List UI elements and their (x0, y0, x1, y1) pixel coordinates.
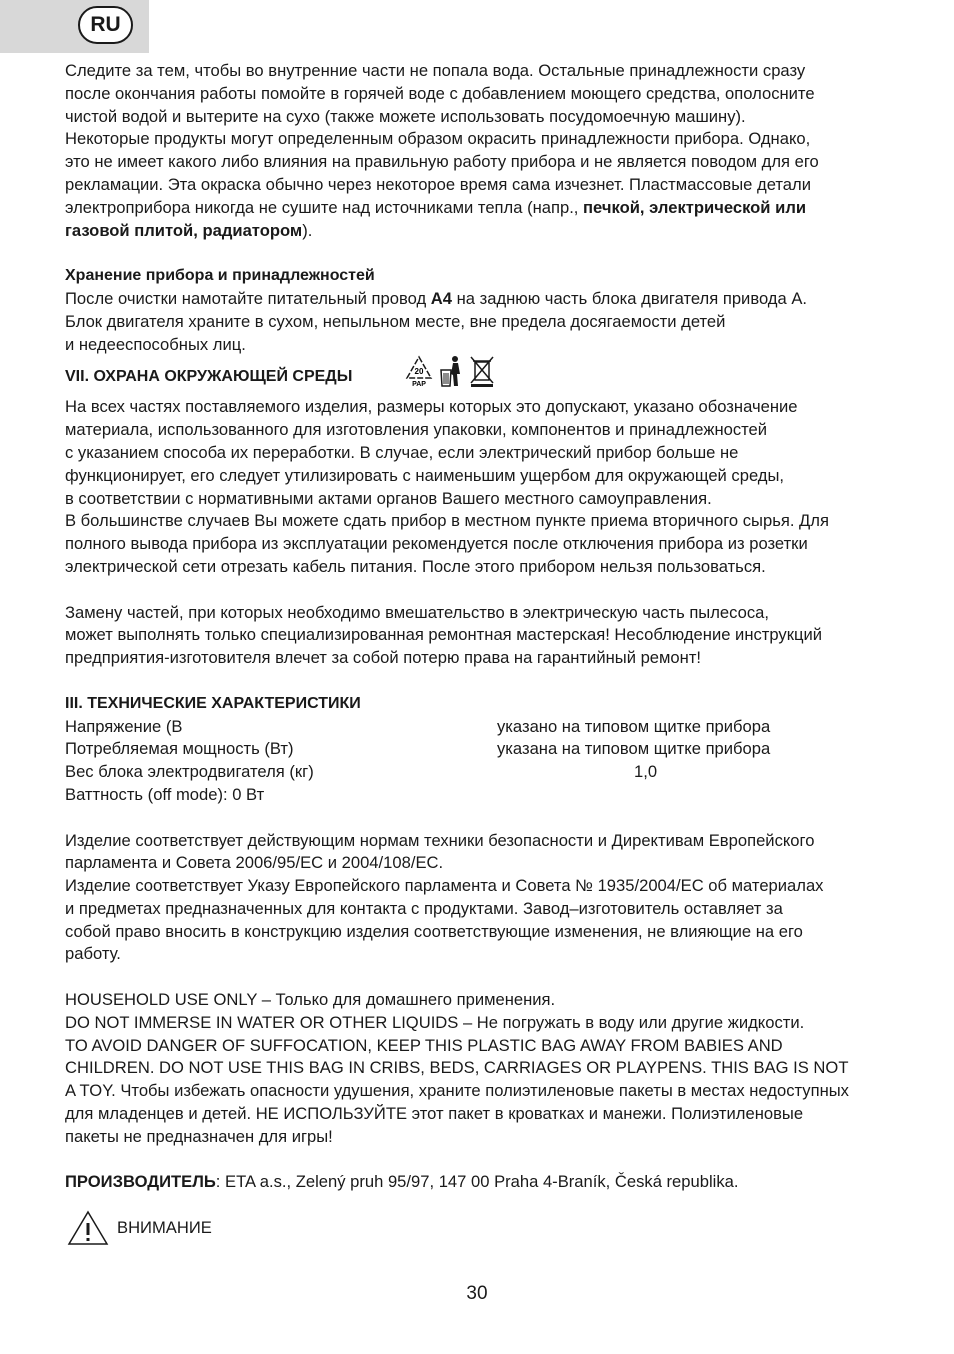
manufacturer-address: : ETA a.s., Zelený pruh 95/97, 147 00 Praha 4-Braník, Česká republika. (215, 1172, 739, 1192)
text-line: DO NOT IMMERSE IN WATER OR OTHER LIQUIDS – Не погружать в воду или другие жидкости. (65, 1012, 805, 1032)
text-line: TO AVOID DANGER OF SUFFOCATION, KEEP THIS PLASTIC BAG AWAY FROM BABIES AND (65, 1035, 783, 1055)
warnings-paragraph (65, 989, 915, 1149)
document-body (65, 60, 915, 1194)
language-tab (0, 0, 149, 53)
text-line: работу. (65, 944, 121, 964)
environment-icons (405, 354, 495, 388)
specs-heading: III. ТЕХНИЧЕСКИЕ ХАРАКТЕРИСТИКИ (65, 694, 361, 712)
text-line: Некоторые продукты могут определенным образом окрасить принадлежности прибора. Однако, (65, 129, 811, 149)
manufacturer-line (65, 1171, 915, 1194)
spec-value: 1,0 (634, 762, 658, 782)
text-line: чистой водой и вытерите на сухо (также можете использовать посудомоечную машину). (65, 106, 746, 126)
tidy-man-icon (439, 354, 463, 388)
recycle-code: 20 (414, 367, 424, 377)
spec-label: Ваттность (off mode): 0 Вт (65, 784, 265, 804)
spec-label: Потребляемая мощность (Вт) (65, 739, 294, 759)
text-line (65, 220, 915, 243)
environment-heading: VII. ОХРАНА ОКРУЖАЮЩЕЙ СРЕДЫ (65, 368, 353, 386)
text-line: рекламации. Эта окраска обычно через некоторое время сама изчезнет. Пластмассовые детали (65, 174, 811, 194)
text-line (65, 288, 915, 311)
text-line: и предметах предназначенных для контакта с продуктами. Завод–изготовитель оставляет за (65, 898, 783, 918)
text-line: материала, использованного для изготовления упаковки, компонентов и принадлежностей (65, 420, 768, 440)
spec-row (65, 784, 915, 807)
text-line: и недееспособных лиц. (65, 334, 246, 354)
text-line (65, 197, 915, 220)
text-line: это не имеет какого либо влияния на правильную работу прибора и не является поводом для его (65, 152, 819, 172)
text-run: электроприбора никогда не сушите над источниками тепла (напр., (65, 197, 584, 217)
text-line: В большинстве случаев Вы можете сдать прибор в местном пункте приема вторичного сырья. Для (65, 511, 829, 531)
spec-row (65, 761, 915, 784)
text-line: Блок двигателя храните в сухом, непыльном месте, вне предела досягаемости детей (65, 311, 726, 331)
text-run: После очистки намотайте питательный провод (65, 288, 431, 308)
environment-heading-row (65, 356, 915, 396)
care-paragraph (65, 60, 915, 242)
bold-text: печкой, электрической или (583, 197, 807, 217)
spec-value: указано на типовом щитке прибора (497, 716, 771, 736)
text-line: На всех частях поставляемого изделия, размеры которых это допускают, указано обозначение (65, 397, 798, 417)
text-line: CHILDREN. DO NOT USE THIS BAG IN CRIBS, BEDS, CARRIAGES OR PLAYPENS. THIS BAG IS NOT (65, 1058, 849, 1078)
spec-value: указана на типовом щитке прибора (497, 739, 771, 759)
text-line: Изделие соответствует действующим нормам техники безопасности и Директивам Европейского (65, 830, 815, 850)
attention-notice (67, 1208, 212, 1248)
compliance-paragraph (65, 830, 915, 967)
text-run: на заднюю часть блока двигателя привода A. (452, 288, 808, 308)
crossed-bin-icon (469, 354, 495, 388)
text-line: предприятия-изготовителя влечет за собой потерю права на гарантийный ремонт! (65, 648, 702, 668)
text-line: полного вывода прибора из эксплуатации рекомендуется после отключения прибора из розетки (65, 534, 808, 554)
recycle-label: PAP (412, 381, 426, 389)
spec-row (65, 738, 915, 761)
bold-text: газовой плитой, радиатором (65, 220, 303, 240)
text-line: Следите за тем, чтобы во внутренние части не попала вода. Остальные принадлежности сразу (65, 61, 806, 80)
part-reference: A4 (430, 288, 452, 308)
text-line: Замену частей, при которых необходимо вмешательство в электрическую часть пылесоса, (65, 602, 769, 622)
repair-paragraph (65, 602, 915, 670)
language-badge: RU (78, 6, 133, 44)
text-line: HOUSEHOLD USE ONLY – Только для домашнего применения. (65, 990, 556, 1010)
manufacturer-label: ПРОИЗВОДИТЕЛЬ (65, 1172, 216, 1192)
spec-row (65, 716, 915, 739)
text-line: A TOY. Чтобы избежать опасности удушения, храните полиэтиленовые пакеты в местах недоступных (65, 1081, 849, 1101)
storage-section (65, 265, 915, 356)
text-line: для младенцев и детей. НЕ ИСПОЛЬЗУЙТЕ этот пакет в кроватках и манежи. Полиэтиленовые (65, 1104, 804, 1124)
attention-label: ВНИМАНИЕ (117, 1218, 212, 1237)
warning-triangle-icon (67, 1210, 109, 1246)
recycle-pap-icon (405, 354, 433, 388)
text-line: может выполнять только специализированная ремонтная мастерская! Несоблюдение инструкций (65, 625, 823, 645)
text-line: пакеты не предназначен для игры! (65, 1126, 333, 1146)
text-line: собой право вносить в конструкцию изделия соответствующие изменения, не влияющие на его (65, 921, 803, 941)
specs-section (65, 693, 915, 807)
storage-heading: Хранение прибора и принадлежностей (65, 267, 375, 285)
text-line: парламента и Совета 2006/95/ЕС и 2004/108/ЕС. (65, 853, 444, 873)
text-line: с указанием способа их переработки. В случае, если электрический прибор больше не (65, 442, 739, 462)
text-line: электрической сети отрезать кабель питания. После этого прибором нельзя пользоваться. (65, 556, 766, 576)
text-line: после окончания работы помойте в горячей воде с добавлением моющего средства, ополосните (65, 83, 815, 103)
spec-label: Вес блока электродвигателя (кг) (65, 762, 314, 782)
spec-label: Напряжение (В (65, 716, 183, 736)
text-run: ). (302, 220, 313, 240)
text-line: Изделие соответствует Указу Европейского парламента и Совета № 1935/2004/ЕС об материалах (65, 876, 824, 896)
text-line: функционирует, его следует утилизировать с наименьшим ущербом для окружающей среды, (65, 465, 785, 485)
environment-paragraph (65, 396, 915, 578)
text-line: в соответствии с нормативными актами органов Вашего местного самоуправления. (65, 488, 712, 508)
page-number: 30 (466, 1283, 488, 1304)
